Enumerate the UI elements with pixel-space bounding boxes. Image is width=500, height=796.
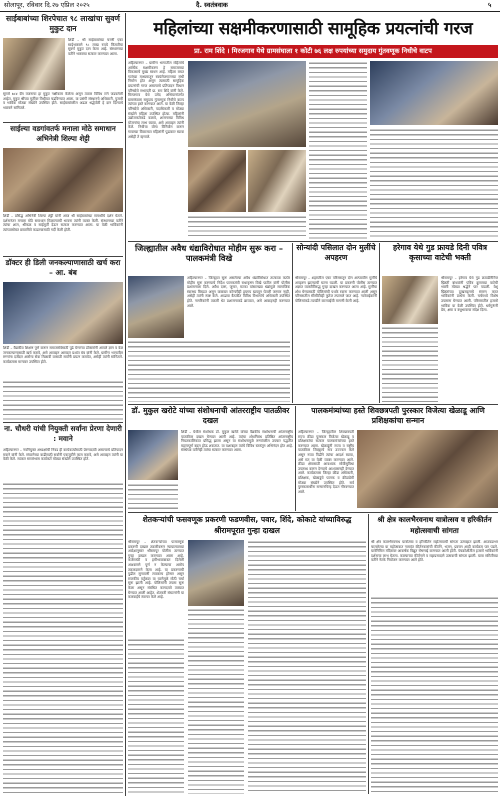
article-body: सुमारे ७८४ ग्रॅम वजनाचा हा मुकुट नक्षीकाम केलेला असून त्यावर विविध रत्ने जडवलेली आहेत. मुकुट श्रींच्या मूर्तीवर विधीवत चढविण्यात आला. या प्रसंगी संस्थानचे अधिकारी, पुजारी व भाविक मोठ्या संख्येने उपस्थित होते. साईबाबांवरील अढळ श्रद्धेपोटी हे दान दिल्याचे भक्ताने सांगितले. [3,92,123,110]
article-title: डॉ. मुकुल खरोटे यांच्या संशोधनाची आंतरराष्ट्रीय पातळीवर दखल [131,406,290,425]
divider [3,122,123,123]
article-photo [128,276,184,338]
article-title: ना. चौधरी यांची नियुक्ती सर्वांना प्रेरणा देणारी : मवाने [4,424,122,443]
column-divider [295,406,296,511]
divider [128,241,498,242]
article-body: शिर्डी – प्रसिद्ध अभिनेत्री शिल्पा शेट्टी यांनी आज श्री साईबाबांच्या समाधीचे दर्शन घेतले. दर्शनानंतर मनाला मोठे समाधान मिळाल्याची भावना त्यांनी व्यक्त केली. संस्थानच्या वतीने त्यांचा शाल, श्रीफळ व साईमूर्ती देऊन सत्कार करण्यात आला. या वेळी भाविकांनी त्यांच्यासोबत छायाचित्रे काढण्यासाठी गर्दी केली होती. [3,214,123,232]
article-title: श्री क्षेत्र कालभैरवनाथ यात्रोत्सव व हरिकीर्तन महोत्सवाची सांगता [377,515,492,535]
article-photo [357,430,498,508]
main-headline: महिलांच्या सक्षमीकरणासाठी सामूहिक प्रयत्नांची गरज [153,19,473,39]
article-title: हरेगाव येथे गुड फ्रायडे दिनी पवित्र कृसाच्या वाटेची भक्ती [392,243,488,262]
article-photo [128,430,178,480]
article-body: शिर्डी – वैद्यकीय शिक्षण पूर्ण करून समाजसेवेसाठी पुढे येणाऱ्या डॉक्टरांनी आपले ज्ञान व वेळ जनकल्याणासाठी खर्च करावे, असे आवाहन आमदार प्रशांत बंब यांनी केले. ग्रामीण भागातील रुग्णांना दर्जेदार आरोग्य सेवा मिळावी यासाठी सर्वांनी प्रयत्न करावेत, असेही त्यांनी सांगितले. कार्यक्रमास मान्यवर उपस्थित होते. [3,346,123,364]
main-strapline: प्रा. राम शिंदे । मिरजगाव येथे ग्रामसंघाला १ कोटी ७६ लक्ष रुपयांच्या समुदाय गुंतवणूक निधीचे वाटप [128,45,498,58]
article-title: जिल्ह्यातील अवैध धंद्याविरोधात मोहीम सुरू करा – पालकमंत्री विखे [135,243,283,263]
column-divider [368,514,369,794]
article-photo [382,276,438,324]
divider [128,512,498,513]
text-continuation [3,380,123,420]
column-divider [379,243,380,403]
divider [3,422,123,423]
article-body: श्रीरामपूर – शेतकऱ्यांच्या फसवणूक प्रकरणी दाखल तक्रारीवरून न्यायालयाच्या आदेशानुसार श्रीरामपूर पोलीस ठाण्यात गुन्हा दाखल करण्यात आला आहे. कर्जमाफी व हमीभावाबाबत दिलेली आश्वासने पूर्ण न केल्याचा आरोप तक्रारदाराने केला आहे. या प्रकरणाची पुढील सुनावणी लवकरच होणार असून राजकीय वर्तुळात या घटनेमुळे मोठी चर्चा सुरू झाली आहे. पोलिसांनी तपास सुरू केला असून संबंधित कागदपत्रे ताब्यात घेण्यात आली आहेत. शेतकरी संघटनांनी या कारवाईचे स्वागत केले आहे. [128,540,184,600]
header-date: सोलापूर, रविवार दि.२७ एप्रिल २०२५ [4,1,90,9]
text-continuation [128,340,290,402]
article-title: साईबाबांच्या शिरपेचात ९८ लाखांचा सुवर्ण मुकुट दान [6,14,120,33]
main-photo [248,150,306,212]
text-continuation [248,540,366,794]
article-title: सोन्यांदी पसिलात दोन मुलींचे अपहरण [296,243,376,262]
column-divider [292,243,293,403]
article-photo [3,282,123,344]
article-title: साईल्या वडगांवतर्फ मनाला मोठे समाधान अभिनेत्री शिल्पा शेट्टी [10,124,116,143]
page-number: ५ [488,1,492,9]
main-photo [188,150,246,212]
article-title: पालकमंत्र्यांच्या हस्ते शिवछत्रपती पुरस्कार विजेत्या खेळाडू आणि प्रशिक्षकांचा सन्मान [311,406,485,425]
article-body: श्रीरामपूर – हरेगाव येथे गुड फ्रायडेनिमित्त ख्रिस्ती बांधवांनी पवित्र क्रूसाच्या वाटेची भक्ती मोठ्या श्रद्धेने पार पाडली. येशू ख्रिस्तांच्या दुःखसहनाचे स्मरण करत भाविकांनी प्रार्थना केली. चर्चमध्ये विशेष उपासना घेण्यात आली. परिसरातील हजारो भाविक या वेळी उपस्थित होते. धर्मगुरूंनी प्रेम, क्षमा व बंधुभावाचा संदेश दिला. [441,276,498,313]
text-continuation [128,638,184,794]
column-divider [125,13,126,796]
text-continuation [188,608,244,794]
masthead-name: दै. स्वतंत्रवाक [196,1,228,9]
article-body: अहिल्यानगर – जिल्ह्यातील शिवछत्रपती राज्य क्रीडा पुरस्कार विजेत्या खेळाडू व प्रशिक्षकांचा सत्कार पालकमंत्र्यांच्या हस्ते करण्यात आला. खेळाडूंनी राज्य व राष्ट्रीय पातळीवर जिल्ह्याचे नाव उज्ज्वल केले असून नव्या पिढीने त्यांचा आदर्श घ्यावा, असे मत या वेळी व्यक्त करण्यात आले. क्रीडा क्षेत्रासाठी आवश्यक सोयीसुविधा उपलब्ध करून देण्याचे आश्वासनही देण्यात आले. कार्यक्रमास जिल्हा क्रीडा अधिकारी, प्रशिक्षक, खेळाडूंचे पालक व क्रीडाप्रेमी मोठ्या संख्येने उपस्थित होते. सर्व पुरस्कारार्थींना सन्मानचिन्ह देऊन गौरवण्यात आले. [298,430,354,494]
article-body: श्री क्षेत्र कालभैरवनाथ यात्रोत्सव व हरिकीर्तन महोत्सवाची सांगता उत्साहात झाली. आठवडाभर चाललेल्या या महोत्सवात नामवंत कीर्तनकारांची कीर्तने, भजन, प्रवचन आदी कार्यक्रम पार पडले. यात्रेनिमित्त मंदिरावर आकर्षक विद्युत रोषणाई करण्यात आली होती. पंचक्रोशीतील हजारो भाविकांनी दर्शनाचा लाभ घेतला. काल्याच्या कीर्तनाने व महाप्रसादाने उत्सवाची सांगता झाली. यात्रा समितीच्या वतीने नेटके नियोजन करण्यात आले होते. [371,540,498,563]
text-continuation [382,326,438,402]
article-photo [3,38,65,90]
page-header [0,0,500,12]
text-continuation [309,61,367,239]
article-photo [188,540,244,606]
text-continuation [128,483,178,510]
article-body: श्रीरामपूर – शहरातील एका परिसरातून दोन अल्पवयीन मुलींचे अपहरण झाल्याची घटना घडली. या प्रकरणी पोलीस ठाण्यात अज्ञात व्यक्तीविरुद्ध गुन्हा दाखल करण्यात आला आहे. मुलींचा शोध घेण्यासाठी पोलिसांची पथके रवाना करण्यात आली असून परिसरातील सीसीटीव्ही फुटेज तपासले जात आहे. नातेवाईकांनी पोलिसांकडे तातडीने कारवाईची मागणी केली आहे. [295,276,377,303]
article-body: अहिल्यानगर – नवनियुक्त अध्यक्षांची निवड ही कार्यकर्त्यांसाठी प्रेरणादायी असल्याचे प्रतिपादन मवाने यांनी केले. संघटनेच्या वाढीसाठी सर्वांनी एकजुटीने काम करावे, असे आवाहन त्यांनी या वेळी केले. सत्कार समारंभास कार्यकर्ते मोठ्या संख्येने उपस्थित होते. [3,448,123,462]
article-title: शेतकऱ्यांची फसवणूक प्रकरणी फडणवीस, पवार, शिंदे, कोकाटे यांच्याविरुद्ध श्रीरामपूरात गुन्हा दाखल [142,515,352,535]
divider [128,404,498,405]
text-continuation [3,482,123,794]
article-body: शिर्डी – येथील संशोधक डॉ. मुकुल खरोटे यांच्या वैद्यकीय संशोधनाची आंतरराष्ट्रीय पातळीवर दखल घेण्यात आली आहे. त्यांचा शोधनिबंध प्रतिष्ठित आंतरराष्ट्रीय नियतकालिकात प्रसिद्ध झाला असून या संशोधनामुळे रुग्णांवरील उपचार पद्धतीत महत्त्वपूर्ण बदल होऊ शकतात. या यशाबद्दल त्यांचे विविध स्तरांतून अभिनंदन होत आहे. संस्थेच्या वतीनेही त्यांचा सत्कार करण्यात आला. [181,430,293,453]
article-title: डॉक्टर ही डिली जनकल्याणासाठी खर्च करा – आ. बंब [5,258,121,277]
divider [3,256,123,257]
main-photo [188,61,306,147]
article-photo [3,148,123,212]
text-continuation [370,128,498,239]
main-body: अहिल्यानगर – ग्रामीण भागातील महिलांचे आर्थिक सक्षमीकरण हे समाजाच्या विकासाचे मुख्य साधन आहे. महिला बचत गटांच्या माध्यमातून स्वयंरोजगाराच्या संधी निर्माण होत असून त्यासाठी सामूहिक प्रयत्नांची गरज असल्याचे प्रतिपादन विधान परिषदेचे सभापती प्रा. राम शिंदे यांनी केले. मिरजगाव येथे उमेद अभियानांतर्गत ग्रामसंघाला समुदाय गुंतवणूक निधीचे वाटप त्यांच्या हस्ते करण्यात आले. या वेळी जिल्हा परिषदेचे अधिकारी, पदाधिकारी व मोठ्या संख्येने महिला उपस्थित होत्या. महिलांनी उद्योजकतेकडे वळावे, शासनाच्या विविध योजनांचा लाभ घ्यावा, असे आवाहन त्यांनी केले. निधीचा योग्य विनियोग करून गावाच्या विकासात महिलांनी पुढाकार घ्यावा असेही ते म्हणाले. [128,61,184,139]
text-continuation [188,215,306,239]
text-continuation [371,596,498,794]
main-photo [370,61,498,125]
article-body: अहिल्यानगर – जिल्ह्यात सुरू असलेल्या अवैध धंद्यांविरोधात तात्काळ कठोर मोहीम सुरू करण्याचे निर्देश पालकमंत्री राधाकृष्ण विखे पाटील यांनी पोलीस प्रशासनाला दिले. अवैध दारू, जुगार, मटका यांसारख्या धंद्यांमुळे सामाजिक स्वास्थ्य बिघडत असून याबाबत कोणतीही हयगय खपवून घेतली जाणार नाही, असेही त्यांनी स्पष्ट केले. आढावा बैठकीत विविध विभागांचे अधिकारी उपस्थित होते. नागरिकांनी तक्रारी थेट प्रशासनाकडे द्याव्यात, असे आवाहनही करण्यात आले. [187,276,290,308]
article-lead: शिर्डी – श्री साईबाबांच्या चरणी एका साईभक्ताने ९८ लाख रुपये किंमतीचा सुवर्ण मुकुट दान केला आहे. संस्थानच्या वतीने भक्ताचा सत्कार करण्यात आला. [68,38,123,56]
